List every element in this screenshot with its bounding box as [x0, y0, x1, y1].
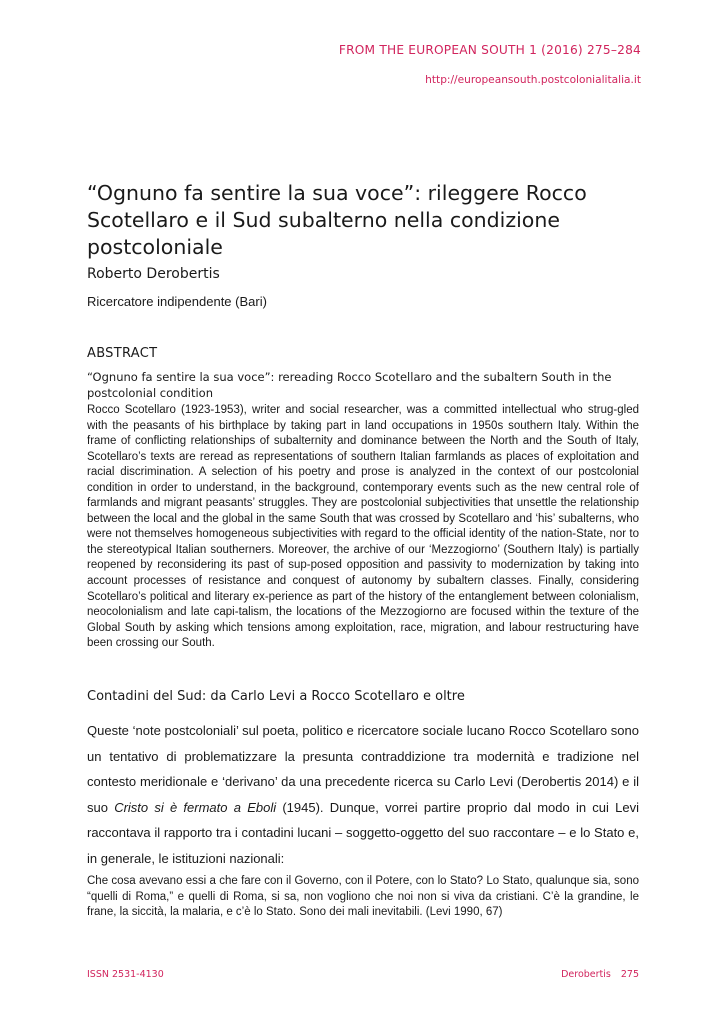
abstract-body: Rocco Scotellaro (1923-1953), writer and social researcher, was a committed intellectual who strug-gled with the peasants of his birthplace by taking part in land occupations in 1950s southern Italy. Within the frame of conflicting relationships of subalternity and dominance between the North and the South of Italy, Scotellaro’s texts are reread as representations of southern Italian farmlands as places of exploitation and racial discrimination. A selection of his poetry and prose is analyzed in the context of our postcolonial condition in order to understand, in the background, contemporary events such as the new central role of farmlands and migrant peasants’ struggles. They are postcolonial subjectivities that unsettle the relationship between the local and the global in the same South that was crossed by Scotellaro and ‘his’ subalterns, who were not themselves homogeneous subjectivities with regard to the official identity of the nation-State, nor to the stereotypical Italian southerners. Moreover, the archive of our ‘Mezzogiorno’ (Southern Italy) is partially reopened by reconsidering its past of sup-posed opposition and passivity to modernization by taking into account processes of resistance and conquest of autonomy by subaltern classes. Finally, considering Scotellaro’s political and literary ex-perience as part of the history of the entanglement between colonialism, neocolonialism and late capi-talism, the locations of the Mezzogiorno are focused within the texture of the Global South by asking which tensions among exploitation, race, migration, and labour restructuring have been crossing our South. [87, 404, 639, 650]
footer-running-head [561, 969, 639, 980]
block-quote: Che cosa avevano essi a che fare con il Governo, con il Potere, con lo Stato? Lo Stato, qualunque sia, sono “quelli di Roma,” e quelli di Roma, si sa, non vogliono che noi non si viva da cristiani. C’è la grandine, le frane, la siccità, la malaria, e c’è lo Stato. Sono dei mali inevitabili. (Levi 1990, 67) [87, 875, 639, 918]
abstract-heading: ABSTRACT [87, 346, 158, 361]
body-text-2: (1945). Dunque, vorrei partire proprio dal modo in cui Levi raccontava il rapporto tra i contadini lucani – soggetto-oggetto del suo raccontare – e lo Stato e, in generale, le istituzioni nazionali: [87, 799, 639, 866]
book-title: Cristo si è fermato a Eboli [114, 799, 277, 815]
page-number: 275 [620, 969, 639, 980]
body-text-1: Queste ‘note postcoloniali’ sul poeta, politico e ricercatore sociale lucano Rocco Scotellaro sono un tentativo di problematizzare la presunta contraddizione tra modernità e tradizione nel contesto meridionale e ‘derivano’ da una precedente ricerca su Carlo Levi (Derobertis 2014) e il suo [87, 723, 639, 815]
footer-author: Derobertis [561, 969, 611, 980]
section-heading: Contadini del Sud: da Carlo Levi a Rocco Scotellaro e oltre [87, 689, 465, 704]
journal-year: (2016) [541, 43, 583, 57]
journal-name: FROM THE EUROPEAN SOUTH [338, 43, 526, 57]
journal-pages: 275–284 [586, 43, 641, 57]
journal-volume: 1 [529, 43, 538, 57]
author-affiliation: Ricercatore indipendente (Bari) [87, 294, 267, 309]
article-author: Roberto Derobertis [87, 266, 220, 282]
footer-issn: ISSN 2531-4130 [87, 969, 164, 980]
journal-header [339, 43, 641, 57]
article-title: “Ognuno fa sentire la sua voce”: rileggere Rocco Scotellaro e il Sud subalterno nella condizione postcoloniale [87, 181, 587, 259]
abstract-title: “Ognuno fa sentire la sua voce”: rereading Rocco Scotellaro and the subaltern South in the postcolonial condition [87, 370, 612, 400]
body-paragraph [87, 718, 639, 871]
journal-url[interactable]: http://europeansouth.postcolonialitalia.it [425, 74, 641, 86]
